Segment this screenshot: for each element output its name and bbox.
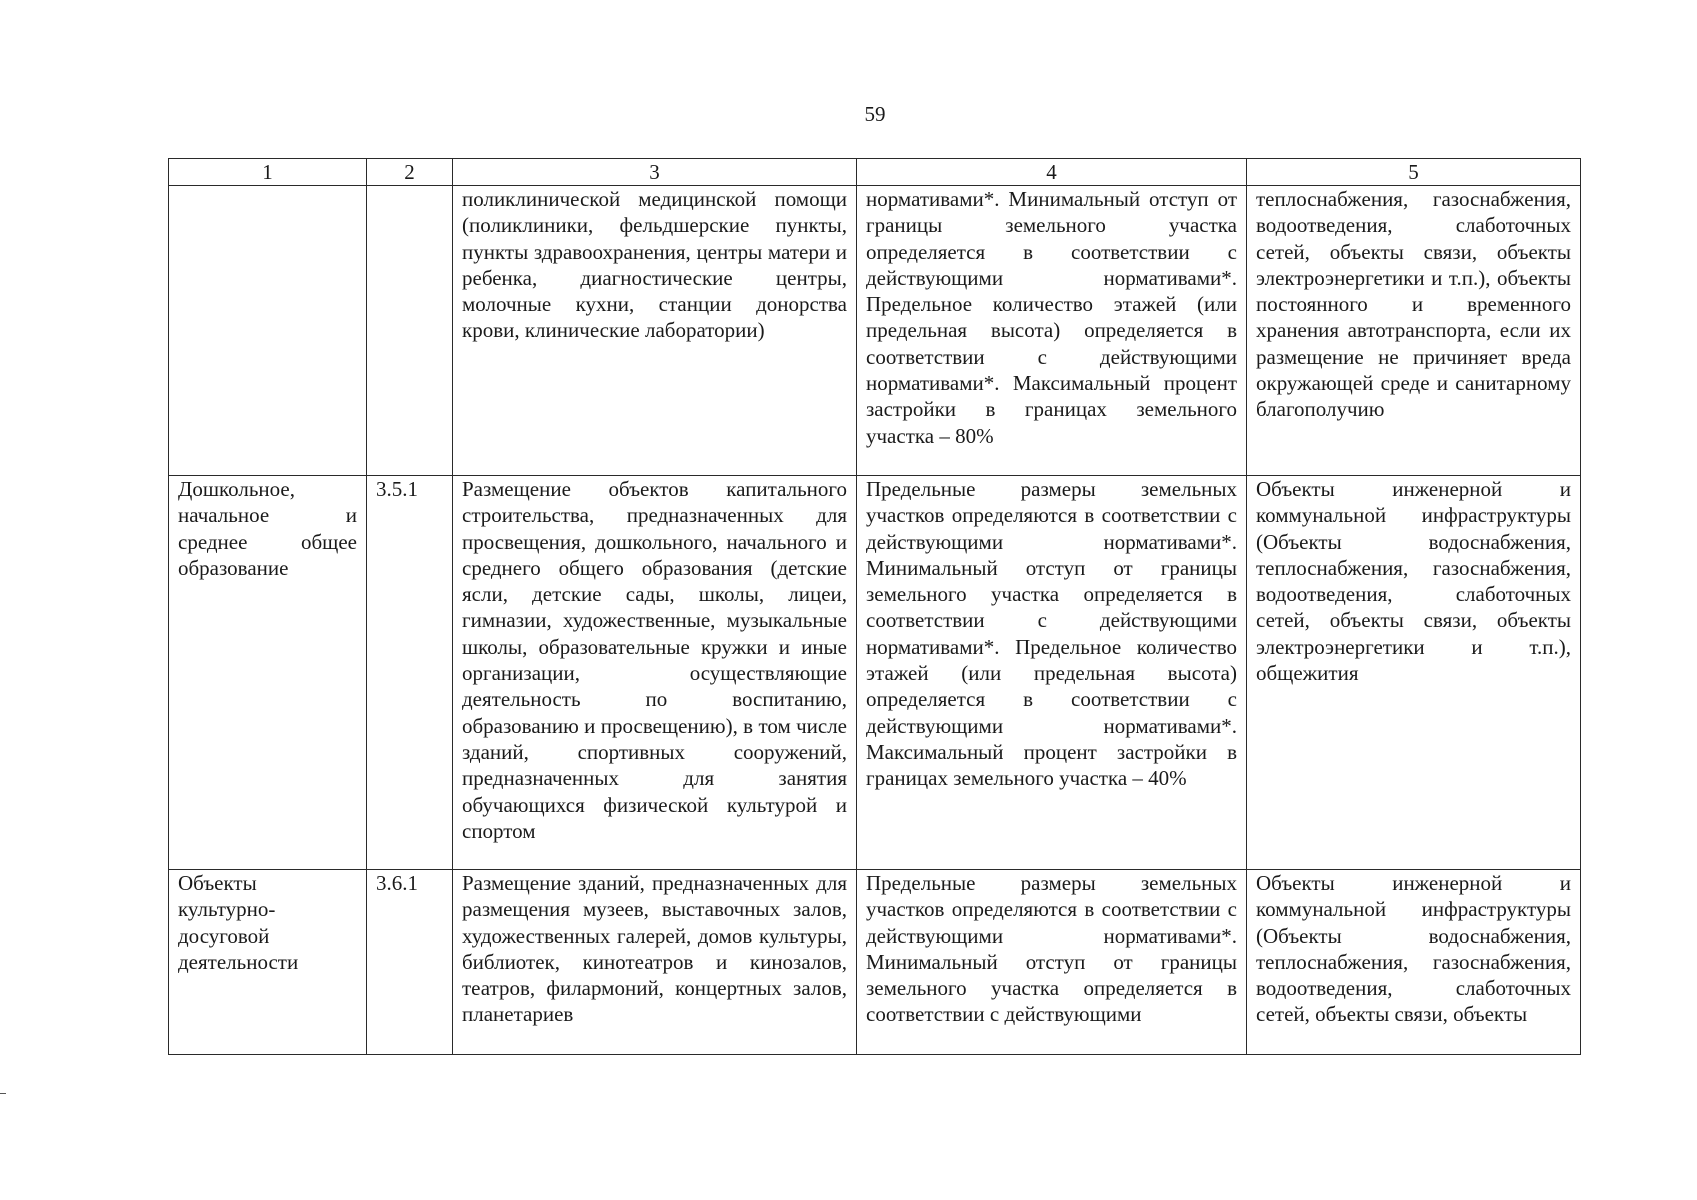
table-row (169, 476, 1581, 870)
cell-use-code: 3.6.1 (367, 870, 453, 1055)
table-row (169, 870, 1581, 1055)
cell-auxiliary-uses: теплоснабжения, газоснабжения, водоотведения, слаботочных сетей, объекты связи, объекты электроэнергетики и т.п.), объекты постоянного и временного хранения автотранспорта, если их размещение не причиняет вреда окружающей среде и санитарному благополучию (1247, 186, 1581, 476)
header-col-2: 2 (367, 159, 453, 186)
cell-use-name (169, 186, 367, 476)
cell-use-code (367, 186, 453, 476)
cell-use-name: Объекты культурно-досуговой деятельности (169, 870, 367, 1055)
header-col-5: 5 (1247, 159, 1581, 186)
cell-parameters: Предельные размеры земельных участков определяются в соответствии с действующими нормативами*. Минимальный отступ от границы земельного участка определяется в соответствии с действующими нормативами*. Предельное количество этажей (или предельная высота) определяется в соответствии с действующими нормативами*. Максимальный процент застройки в границах земельного участка – 40% (857, 476, 1247, 870)
header-col-4: 4 (857, 159, 1247, 186)
cell-auxiliary-uses: Объекты инженерной и коммунальной инфраструктуры (Объекты водоснабжения, теплоснабжения, газоснабжения, водоотведения, слаботочных сетей, объекты связи, объекты электроэнергетики и т.п.), общежития (1247, 476, 1581, 870)
cell-auxiliary-uses: Объекты инженерной и коммунальной инфраструктуры (Объекты водоснабжения, теплоснабжения, газоснабжения, водоотведения, слаботочных сетей, объекты связи, объекты (1247, 870, 1581, 1055)
cell-use-description: Размещение объектов капитального строительства, предназначенных для просвещения, дошкольного, начального и среднего общего образования (детские ясли, детские сады, школы, лицеи, гимназии, художественные, музыкальные школы, образовательные кружки и иные организации, осуществляющие деятельность по воспитанию, образованию и просвещению), в том числе зданий, спортивных сооружений, предназначенных для занятия обучающихся физической культурой и спортом (453, 476, 857, 870)
header-col-3: 3 (453, 159, 857, 186)
cell-parameters: Предельные размеры земельных участков определяются в соответствии с действующими нормативами*. Минимальный отступ от границы земельного участка определяется в соответствии с действующими (857, 870, 1247, 1055)
zoning-table (168, 158, 1581, 1055)
cell-use-name: Дошкольное, начальное и среднее общее образование (169, 476, 367, 870)
header-col-1: 1 (169, 159, 367, 186)
margin-mark (0, 1093, 6, 1094)
cell-parameters: нормативами*. Минимальный отступ от границы земельного участка определяется в соответствии с действующими нормативами*. Предельное количество этажей (или предельная высота) определяется в соответствии с действующими нормативами*. Максимальный процент застройки в границах земельного участка – 80% (857, 186, 1247, 476)
cell-use-description: поликлинической медицинской помощи (поликлиники, фельдшерские пункты, пункты здравоохранения, центры матери и ребенка, диагностические центры, молочные кухни, станции донорства крови, клинические лаборатории) (453, 186, 857, 476)
cell-use-code: 3.5.1 (367, 476, 453, 870)
table-row (169, 186, 1581, 476)
page-number: 59 (864, 102, 886, 126)
cell-use-description: Размещение зданий, предназначенных для размещения музеев, выставочных залов, художественных галерей, домов культуры, библиотек, кинотеатров и кинозалов, театров, филармоний, концертных залов, планетариев (453, 870, 857, 1055)
table-header-row (169, 159, 1581, 186)
